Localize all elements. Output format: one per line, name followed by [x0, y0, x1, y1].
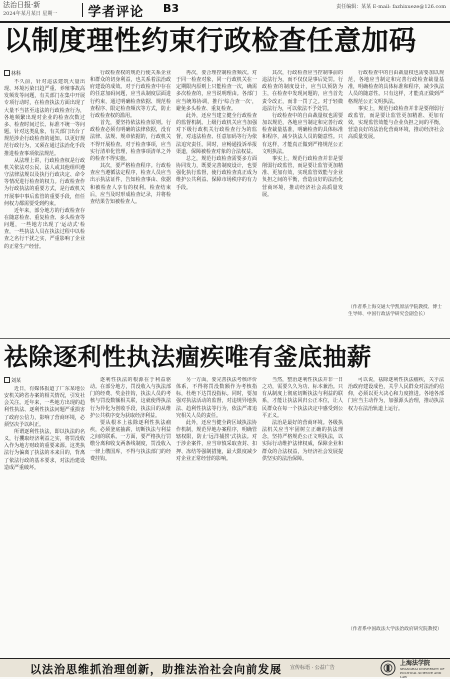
footer-small-text: 宣传标语 · 公益广告 [290, 665, 335, 671]
article1-column-1: 不久前，针对违法建筑大量出现、环境污染日趋严重、养殖事故高发频发等问题，有关部门在集中开展专项行动时，在检查执法方面出现了大量不当甚至违法的行政检查行为，各地频繁出现对企业的检查次数过多、检查时间过长、标准不统一等问题。针对这类乱象，有关部门出台了规范涉企行政检查的通知。以更好规范行政行为，又须在通过法治化手段推进检查事项依法规范。 从法理上讲，行政检查权是行政机关依法对公民、法人或其他组织遵守法律法规以及执行行政决定、命令等情况进行检查的权力。行政检查作为行政执法的重要方式，是行政机关开展事中事后监管的重要手段，但任何权力都需要受到约束。 近年来，部分地方的行政检查存在随意检查、重复检查、多头检查等问题，一些地方出现了'运动式'检查，一些执法人员在执法过程中以检查之名行干扰之实，严重影响了企业的正常生产经营。 [4, 79, 85, 250]
article1-column-2: 行政检查权的规范行使关系企业和群众的切身利益，也关系着法治政府建设的成效。对于行政检查中存在的任意加码问题，应当从制度层面进行约束，通过明确检查依据、规范检查程序、限定检查频次等方式，防止行政检查权的滥用。 首先，要坚持依法检查原则。行政检查必须有明确的法律依据，没有法律、法规、规章依据的，行政机关不得开展检查。对于检查事项，应当实行清单化管理，检查事项清单之外的检查不得实施。 其次，要严格检查程序。行政检查应当遵循法定程序，检查人员应当出示执法证件，告知检查事由、依据和被检查人享有的权利。检查结束后，应当及时形成检查记录，并将检查结果告知被检查人。 [90, 70, 171, 205]
article1-byline: 林科 [4, 70, 21, 78]
university-logo-icon [380, 660, 396, 676]
page-number: B3 [163, 2, 180, 15]
footer-slogan: 以法治思维抓治理创新，助推法治社会向前发展 [30, 663, 282, 676]
newspaper-name: 法治日报·新 [3, 1, 41, 9]
article1-column-4: 其次，行政检查应当控制事前的违法行为，而不仅仅是事后处罚。行政检查的制度设计，应当以预防为主，在检查中发现问题的，应当首先责令改正，而非一罚了之。对于轻微违法行为，可以依法不予处罚。 行政检查中的自由裁量权也需要加以规范，各地应当制定和完善行政检查裁量基准，明确检查的具体标准和程序，减少执法人员的随意性。只有这样，才能真正做到严格规范公正文明执法。 事实上，规范行政检查并非是要削弱行政监管，而是要让监管更加精准、更加有效，实现监管效能与企业负担之间的平衡，营造良好的法治化营商环境，推动经济社会高质量发展。 [262, 70, 343, 198]
footer-advertisement [0, 658, 450, 677]
author-box-icon [4, 70, 10, 76]
article2-title: 祛除逐利性执法痼疾唯有釜底抽薪 [4, 343, 372, 371]
header-rule [0, 21, 450, 23]
publisher-block [400, 661, 448, 679]
article1-column-5: 行政检查中的自由裁量权也需要加以规范，各地应当制定和完善行政检查裁量基准，明确检查的具体标准和程序，减少执法人员的随意性。只有这样，才能真正做到严格规范公正文明执法。 事实上，规范行政检查并非是要削弱行政监管，而是要让监管更加精准、更加有效，实现监管效能与企业负担之间的平衡，营造良好的法治化营商环境，推动经济社会高质量发展。 [348, 70, 444, 141]
article2-column-3: 另一方面，要完善执法考核评价体系，不得将罚没数额作为考核指标，杜绝下达罚没指标。同时，要加强对执法活动的监督，对违规异地执法、趋利性执法等行为，依法严肃追究相关人员的责任。 此外，还应当健全跨区域执法协作机制，规范异地办案程序，明确管辖权限，防止'远洋捕捞'式执法。对于涉企案件，应当审慎采取查封、扣押、冻结等强制措施，最大限度减少对企业正常经营的影响。 [176, 377, 257, 462]
article2-column-2: 逐利性执法的根源在于利益驱动。在部分地方，罚没收入与执法部门的经费、奖金挂钩，执法人员的考核与罚没数额相关联，这就使得执法行为异化为创收手段，执法目的从维护公共秩序变为获取经济利益。 要从根本上祛除逐利性执法痼疾，必须釜底抽薪，切断执法与利益之间的联系。一方面，要严格执行罚缴分离和收支两条线制度，罚没收入一律上缴国库，不得与执法部门的经费挂钩。 [90, 377, 171, 462]
newspaper-header [0, 0, 450, 22]
section-divider [0, 338, 450, 339]
header-divider [82, 3, 83, 17]
article2-column-1: 近日，有媒体报道了广东某地公安机关跨省办案的相关情况，引发社会关注。近年来，一些地方出现的趋利性执法、逐利性执法问题严重损害了政府公信力，影响了营商环境，必须坚决予以纠正。 所谓逐利性执法，即以执法的名义，行攫取经济利益之实，将罚没收入作为地方财政的重要来源。这类执法行为偏离了执法的本来目的，背离了依法行政的基本要求，对法治建设造成严重破坏。 [4, 386, 85, 471]
publisher-name: 上海法学院 [400, 660, 431, 667]
section-title: 学者评论 [88, 5, 145, 20]
publisher-subtitle: SHANGHAI UNIVERSITY OF POLITICAL SCIENCE AND LAW [400, 667, 445, 679]
article1-author-note: （作者系上海交通大学凯原法学院教授、博士生导师、中国行政法学研究会副会长） [348, 305, 442, 317]
article2-column-4: 当然，整治逐利性执法并非一日之功，需要久久为功、标本兼治。只有从制度上彻底切断执法与利益的联系，才能让执法回归公正本位，让人民群众在每一个执法决定中感受到公平正义。 法治是最好的营商环境。各级执法机关应当牢固树立正确的执法理念，坚持严格规范公正文明执法，以实际行动维护法律权威，保障企业和群众的合法权益，为经济社会发展提供坚实的法治保障。 [262, 377, 343, 462]
article1-column-3: 再次，要合理控制检查频次。对于同一检查对象，同一行政机关在一定期限内原则上只能检查一次，确需多次检查的，应当说明理由。各部门应当统筹协调，推行'综合查一次'，避免多头检查、重复检查。 此外，还应当建立健全行政检查的监督机制。上级行政机关应当加强对下级行政机关行政检查行为的监督，对违法检查、任意加码等行为依法追究责任。同时，应畅通投诉举报渠道，保障被检查对象的合法权益。 总之，规范行政检查需要多方面协同发力，既要完善制度设计，也要强化执行监督，使行政检查真正成为维护公共利益、保障市场秩序的有力手段。 [176, 70, 257, 191]
article1-title: 以制度理性约束行政检查任意加码 [4, 26, 417, 57]
issue-date: 2024年某月某日 星期一 [3, 11, 58, 17]
article2-byline: 刘某 [4, 377, 21, 385]
article2-column-5: 可以说，祛除逐利性执法痼疾，关乎法治政府建设成色，关乎人民群众对法治的信仰，必须以更大决心和力度推进。各地各部门应当主动作为，加强源头治理，推动执法权力在法治轨道上运行。 [348, 377, 444, 412]
editor-info: 责任编辑：某某 E-mail: fazhixueze@126.com [336, 4, 446, 10]
article2-author-note: （作者系中国政法大学法治政府研究院教授） [348, 627, 442, 632]
author-box-icon [4, 377, 10, 383]
